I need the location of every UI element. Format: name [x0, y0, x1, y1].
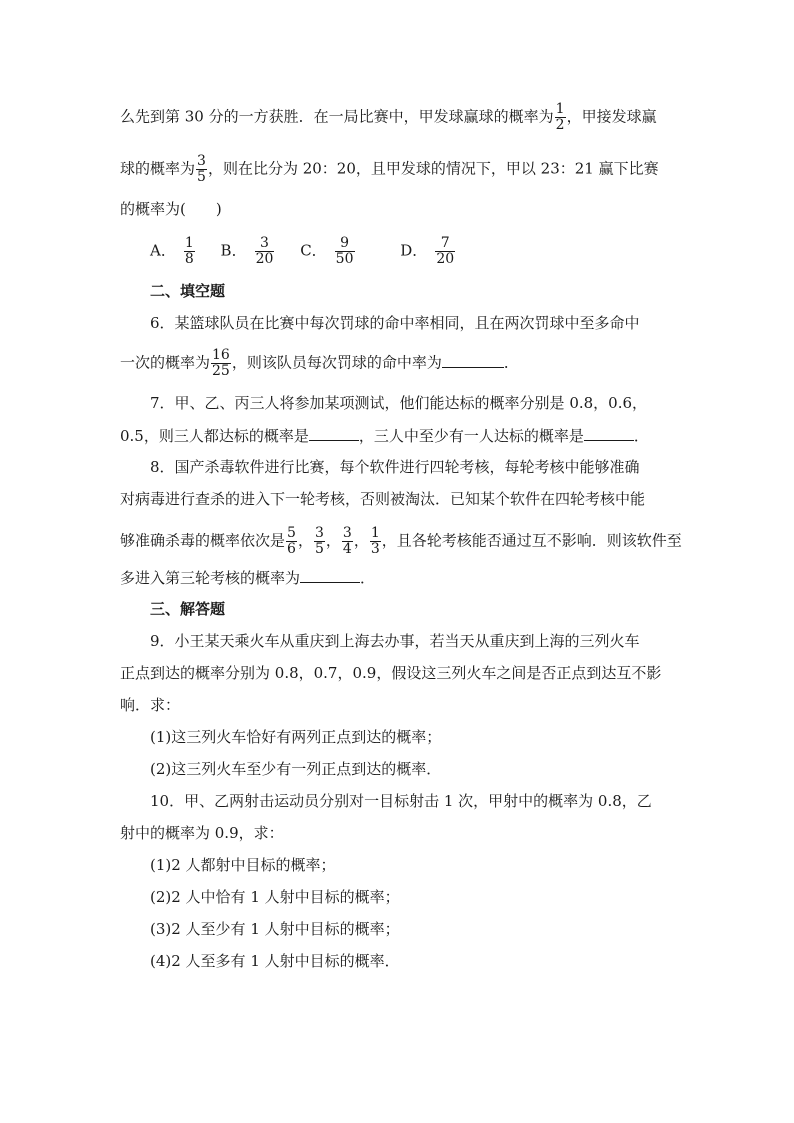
q6-line-2: 一次的概率为 $\frac{16}{25}$ ，则该队员每次罚球的命中率为 ． [120, 347, 519, 379]
q8-line-3: 够准确杀毒的概率依次是 $\frac{5}{6}$ ， $\frac{3}{5}$ ， $\frac{3}{4}$ ， $\frac{1}{3}$ ，且各轮考核能否通过互不影响．则该软件至 [120, 525, 682, 557]
q10-part-4: (4)2 人至多有 1 人射中目标的概率． [150, 952, 400, 970]
q5-text: ，则在比分为 20：20，且甲发球的情况下，甲以 23：21 赢下比赛 [207, 159, 659, 178]
answer-blank[interactable] [309, 424, 359, 441]
fraction: $\frac{1}{3}$ [370, 525, 380, 557]
q5-text: 球的概率为 [120, 159, 196, 178]
q8-line-1: 8．国产杀毒软件进行比赛，每个软件进行四轮考核，每轮考核中能够准确 [150, 458, 640, 476]
q10-line-2: 射中的概率为 0.9，求： [120, 824, 284, 842]
q9-line-1: 9．小王某天乘火车从重庆到上海去办事，若当天从重庆到上海的三列火车 [150, 632, 640, 650]
option-b: B． $\frac{3}{20}$ [220, 235, 274, 267]
section-heading-fill-in: 二、填空题 [150, 282, 226, 300]
q5-line-2 [120, 153, 680, 185]
option-d: D． $\frac{7}{20}$ [400, 235, 455, 267]
q7-line-2: 0.5，则三人都达标的概率是 ，三人中至少有一人达标的概率是 ． [120, 424, 680, 448]
fraction: $\frac{3}{4}$ [342, 525, 352, 557]
q5-text: 么先到第 30 分的一方获胜．在一局比赛中，甲发球赢球的概率为 [120, 107, 554, 126]
q10-part-2: (2)2 人中恰有 1 人射中目标的概率； [150, 888, 400, 906]
answer-blank[interactable] [584, 424, 634, 441]
q7-line-1: 7．甲、乙、丙三人将参加某项测试，他们能达标的概率分别是 0.8，0.6， [150, 394, 648, 412]
q10-part-3: (3)2 人至少有 1 人射中目标的概率； [150, 920, 400, 938]
fraction: $\frac{3}{5}$ [197, 153, 206, 185]
fraction: $\frac{9}{50}$ [335, 235, 354, 267]
q5-options [150, 235, 710, 267]
q10-line-1: 10．甲、乙两射击运动员分别对一目标射击 1 次，甲射中的概率为 0.8，乙 [150, 792, 652, 810]
answer-blank[interactable] [300, 566, 360, 583]
q5-line-3: 的概率为( ) [120, 200, 222, 218]
q9-part-1: (1)这三列火车恰好有两列正点到达的概率； [150, 728, 442, 746]
option-c: C． $\frac{9}{50}$ [300, 235, 354, 267]
q6-line-1: 6．某篮球队员在比赛中每次罚球的命中率相同，且在两次罚球中至多命中 [150, 314, 640, 332]
q10-part-1: (1)2 人都射中目标的概率； [150, 856, 336, 874]
fraction: $\frac{1}{8}$ [184, 235, 194, 267]
q8-line-2: 对病毒进行查杀的进入下一轮考核，否则被淘汰．已知某个软件在四轮考核中能 [120, 490, 646, 508]
q9-part-2: (2)这三列火车至少有一列正点到达的概率． [150, 760, 442, 778]
fraction: $\frac{3}{20}$ [255, 235, 274, 267]
fraction: $\frac{16}{25}$ [212, 347, 230, 379]
fraction: $\frac{7}{20}$ [436, 235, 455, 267]
section-heading-solve: 三、解答题 [150, 600, 226, 618]
fraction: $\frac{5}{6}$ [287, 525, 296, 557]
q5-line-1 [120, 101, 680, 133]
answer-blank[interactable] [442, 351, 504, 368]
fraction: $\frac{1}{2}$ [555, 101, 565, 133]
q9-line-2: 正点到达的概率分别为 0.8，0.7，0.9，假设这三列火车之间是否正点到达互不影 [120, 664, 662, 682]
q9-line-3: 响．求： [120, 696, 181, 714]
q8-line-4: 多进入第三轮考核的概率为 ． [120, 566, 680, 590]
fraction: $\frac{3}{5}$ [314, 525, 324, 557]
q5-text: ，甲接发球赢 [566, 107, 657, 126]
option-a: A． $\frac{1}{8}$ [150, 235, 194, 267]
